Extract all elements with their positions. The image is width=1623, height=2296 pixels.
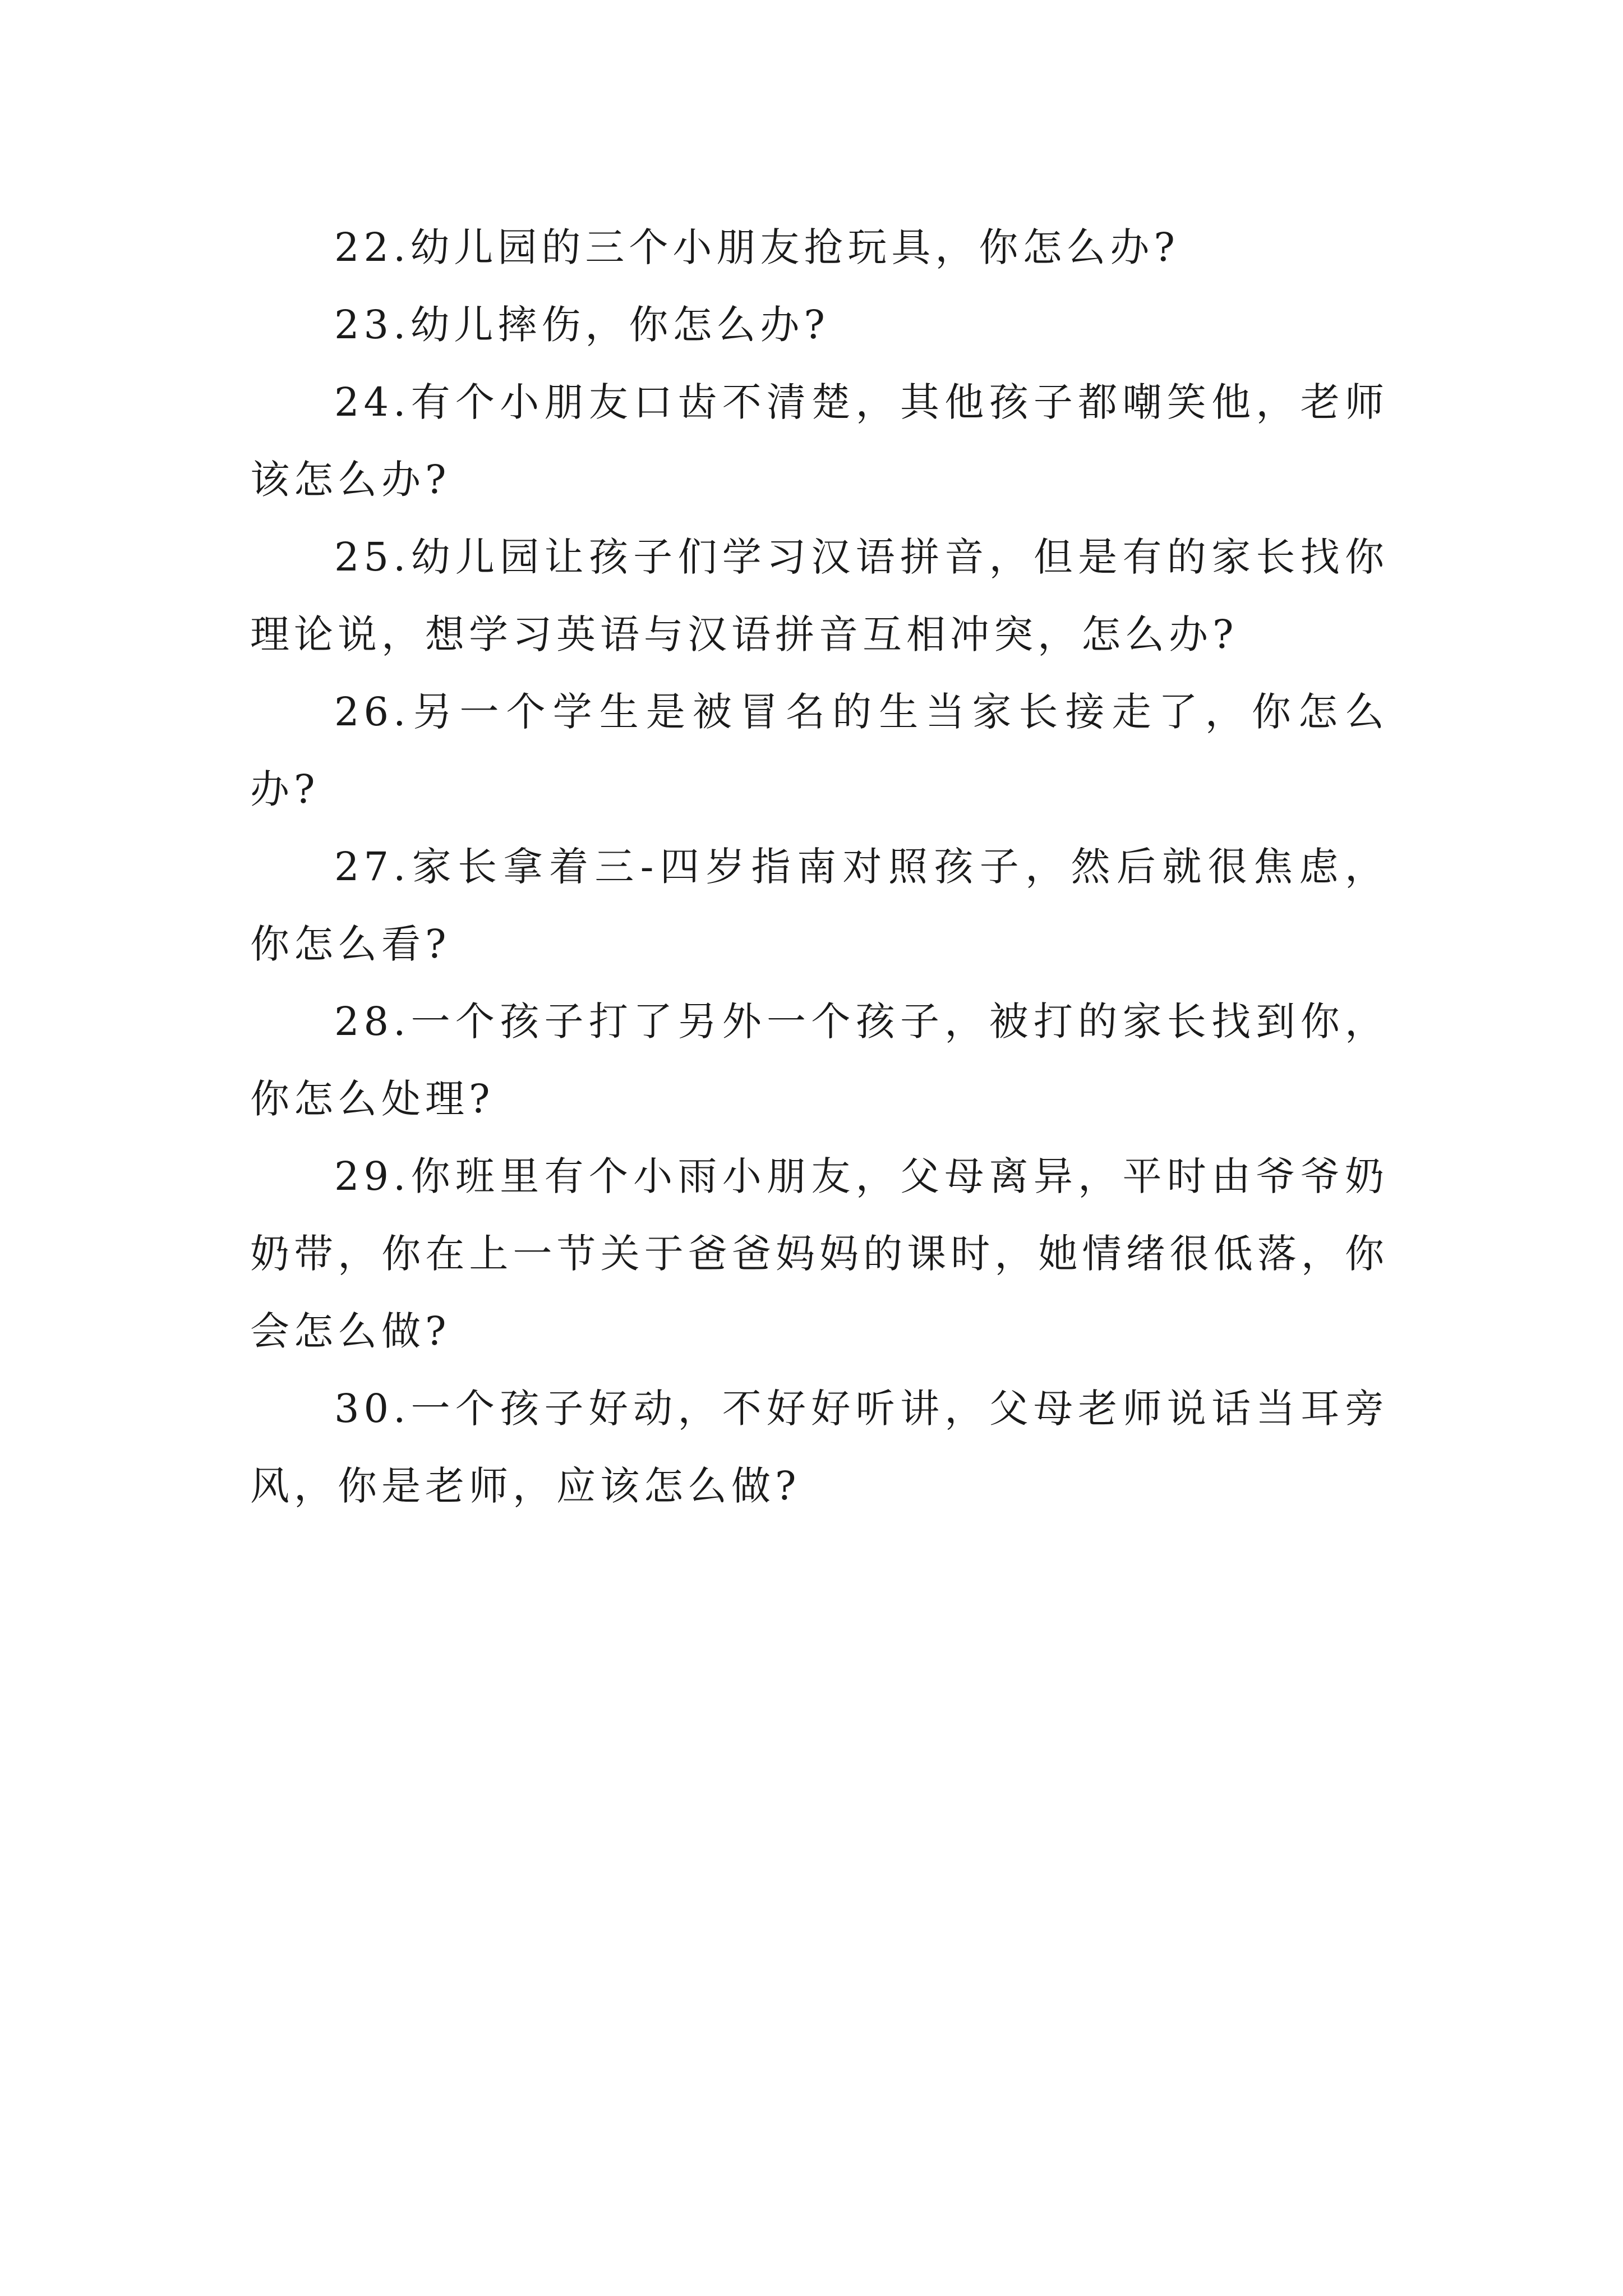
question-26: 26.另一个学生是被冒名的生当家长接走了，你怎么办? bbox=[250, 689, 1389, 812]
question-24: 24.有个小朋友口齿不清楚，其他孩子都嘲笑他，老师该怎么办? bbox=[250, 379, 1389, 503]
question-30: 30.一个孩子好动，不好好听讲，父母老师说话当耳旁风，你是老师，应该怎么做? bbox=[250, 1386, 1389, 1509]
question-28: 28.一个孩子打了另外一个孩子，被打的家长找到你，你怎么处理? bbox=[250, 999, 1389, 1122]
question-22: 22.幼儿园的三个小朋友抢玩具，你怎么办? bbox=[334, 224, 1179, 270]
question-29: 29.你班里有个小雨小朋友，父母离异，平时由爷爷奶奶带，你在上一节关于爸爸妈妈的课时，她情绪很低落，你会怎么做? bbox=[250, 1153, 1389, 1354]
question-27: 27.家长拿着三-四岁指南对照孩子，然后就很焦虑，你怎么看? bbox=[250, 844, 1389, 967]
question-list bbox=[250, 209, 1389, 1525]
question-25: 25.幼儿园让孩子们学习汉语拼音，但是有的家长找你理论说，想学习英语与汉语拼音互相冲突，怎么办? bbox=[250, 534, 1389, 657]
question-23: 23.幼儿摔伤，你怎么办? bbox=[334, 302, 829, 348]
